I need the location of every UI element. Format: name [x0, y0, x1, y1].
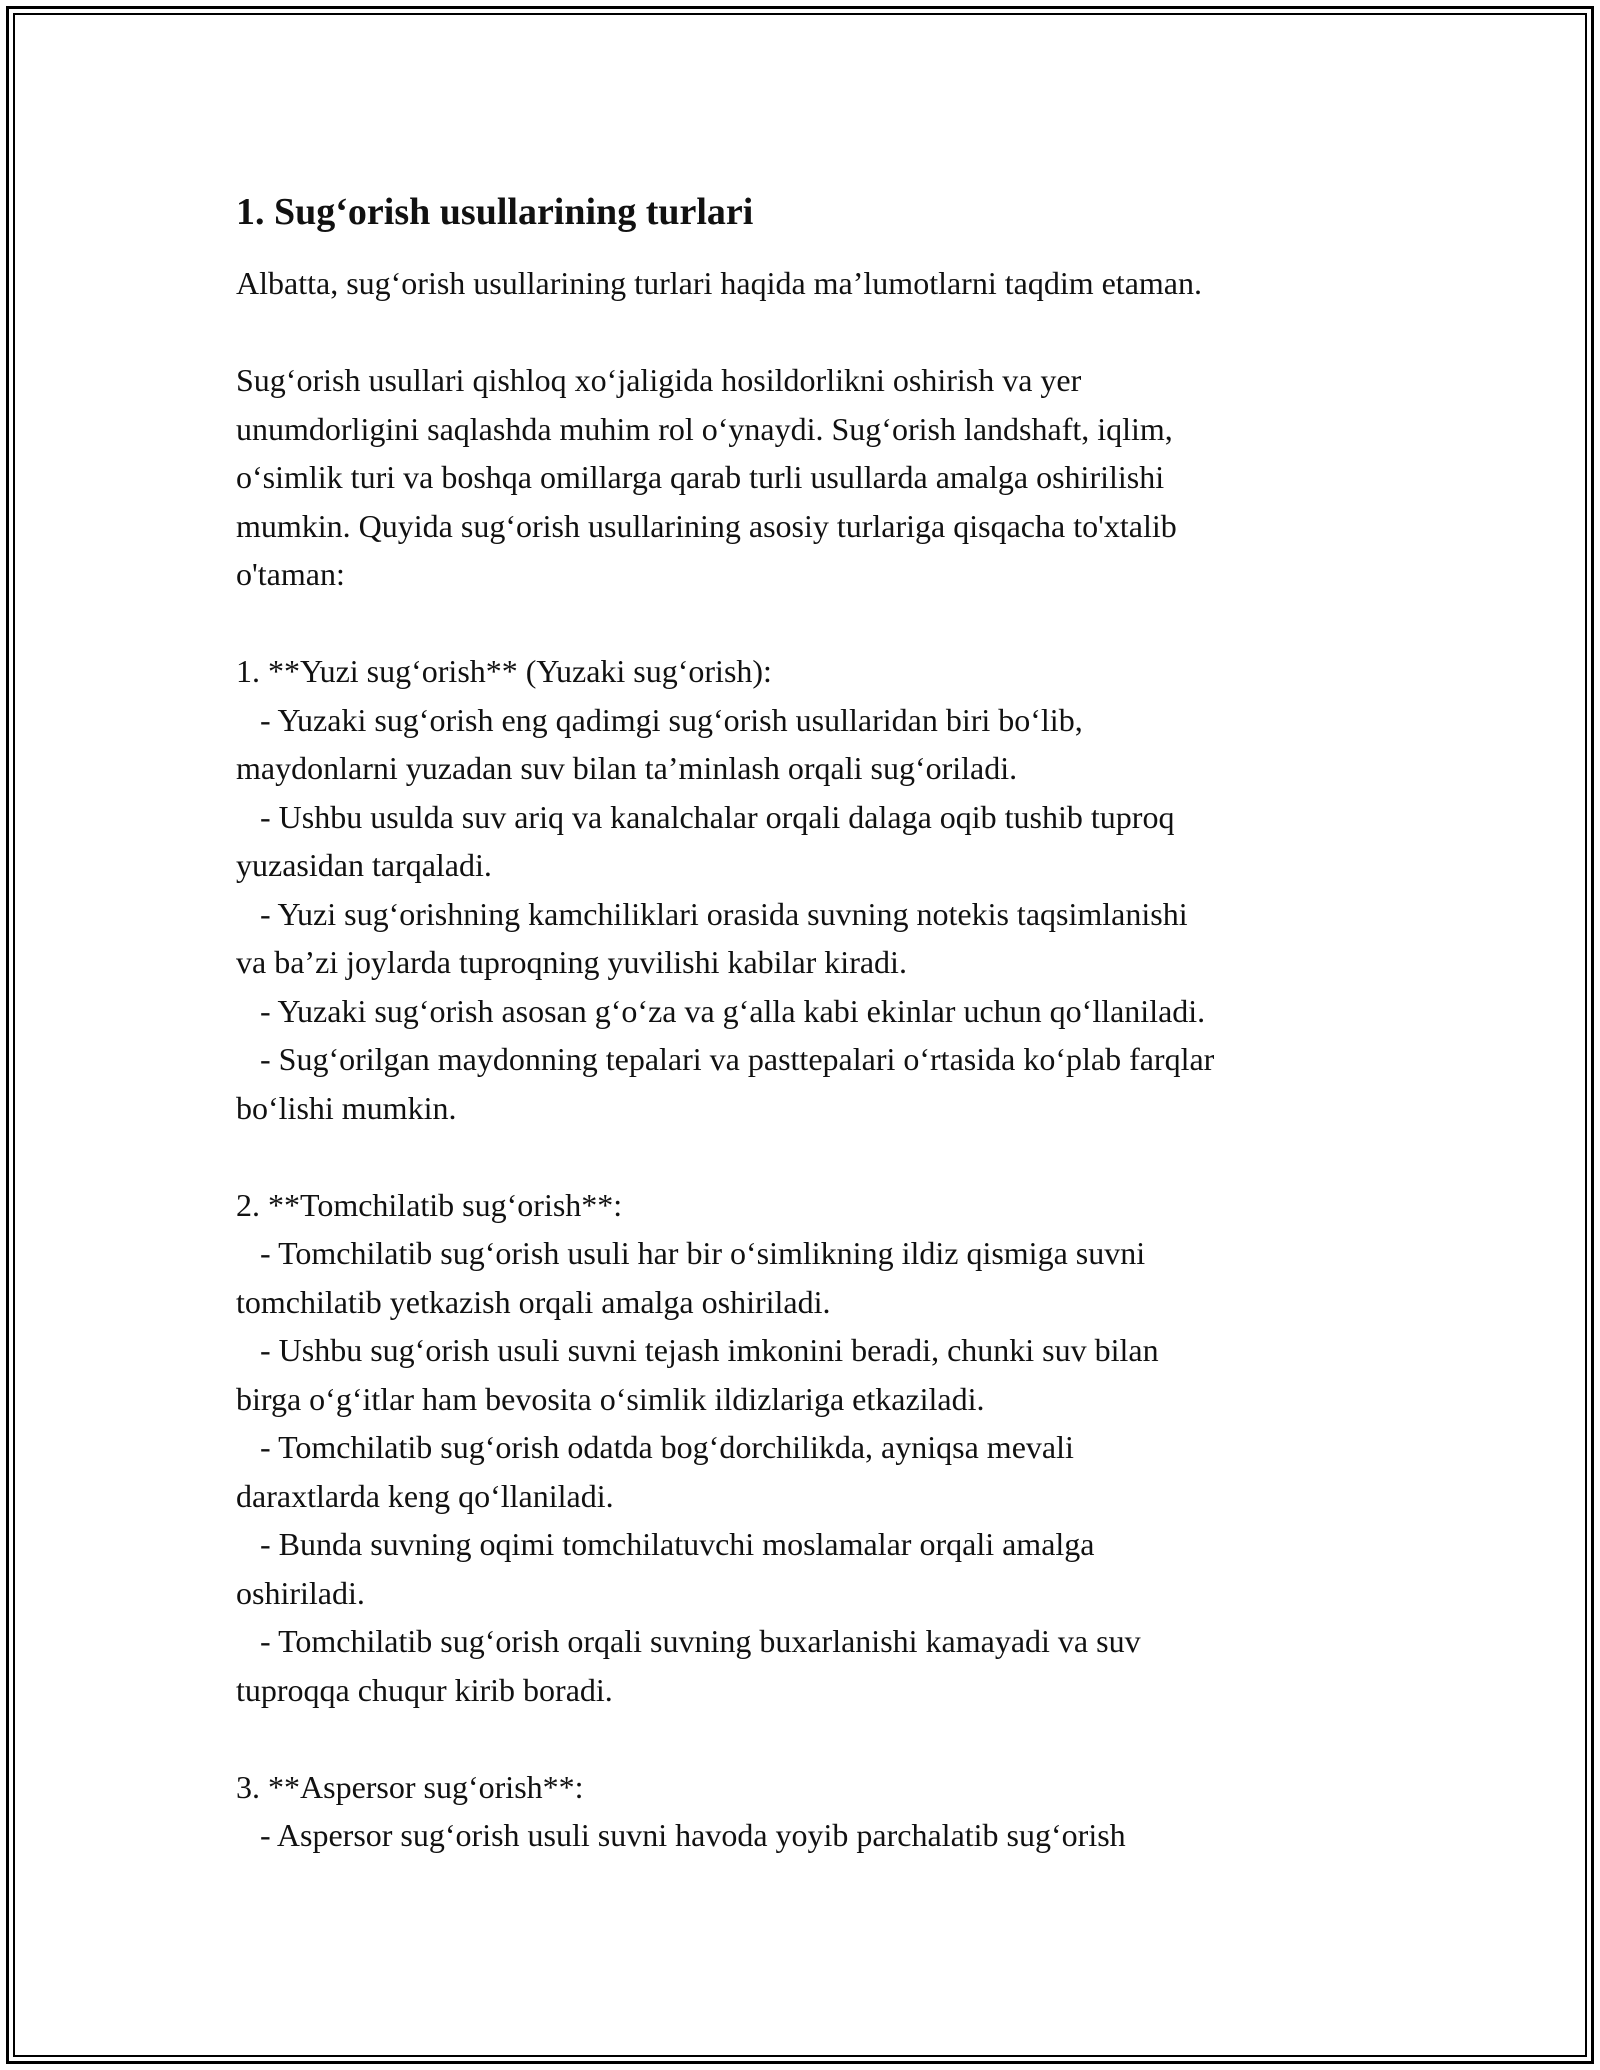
text-line: oshiriladi. — [236, 1574, 365, 1611]
text-line: Sug‘orish usullari qishloq xo‘jaligida hosildorlikni oshirish va yer — [236, 362, 1082, 398]
text-line: - Ushbu usulda suv ariq va kanalchalar orqali dalaga oqib tushib tuproq — [236, 798, 1175, 835]
text-line: 1. **Yuzi sug‘orish** (Yuzaki sug‘orish): — [236, 653, 772, 689]
text-line: yuzasidan tarqaladi. — [236, 847, 492, 883]
text-line: birga o‘g‘itlar ham bevosita o‘simlik ildizlariga etkaziladi. — [236, 1380, 985, 1417]
text-line — [236, 1714, 1376, 1763]
text-line: 2. **Tomchilatib sug‘orish**: — [236, 1186, 623, 1223]
text-line: 3. **Aspersor sug‘orish**: — [236, 1768, 584, 1805]
text-line: - Yuzi sug‘orishning kamchiliklari orasida suvning notekis taqsimlanishi — [236, 895, 1188, 932]
text-line: - Sug‘orilgan maydonning tepalari va pasttepalari o‘rtasida ko‘plab farqlar — [236, 1041, 1215, 1077]
text-line: o‘simlik turi va boshqa omillarga qarab turli usullarda amalga oshirilishi — [236, 459, 1165, 495]
text-line: - Yuzaki sug‘orish eng qadimgi sug‘orish usullaridan biri bo‘lib, — [236, 701, 1083, 738]
text-line: - Yuzaki sug‘orish asosan g‘o‘za va g‘alla kabi ekinlar uchun qo‘llaniladi. — [236, 992, 1206, 1029]
text-line: daraxtlarda keng qo‘llaniladi. — [236, 1477, 614, 1514]
text-line: - Ushbu sug‘orish usuli suvni tejash imkonini beradi, chunki suv bilan — [236, 1332, 1159, 1368]
text-line: - Tomchilatib sug‘orish usuli har bir o‘simlikning ildiz qismiga suvni — [236, 1235, 1146, 1271]
text-line: - Bunda suvning oqimi tomchilatuvchi moslamalar orqali amalga — [236, 1526, 1095, 1562]
document-text — [236, 259, 1376, 1860]
text-line: - Aspersor sug‘orish usuli suvni havoda yoyib parchalatib sug‘orish — [236, 1817, 1126, 1853]
document-heading: 1. Sug‘orish usullarining turlari — [236, 191, 754, 233]
text-line: mumkin. Quyida sug‘orish usullarining asosiy turlariga qisqacha to'xtalib — [236, 507, 1177, 544]
text-line — [236, 308, 1376, 357]
text-line: unumdorligini saqlashda muhim rol o‘ynaydi. Sug‘orish landshaft, iqlim, — [236, 410, 1173, 447]
document-body — [236, 185, 1376, 1860]
text-line: va ba’zi joylarda tuproqning yuvilishi kabilar kiradi. — [236, 944, 907, 980]
text-line: tomchilatib yetkazish orqali amalga oshiriladi. — [236, 1283, 831, 1320]
text-line — [236, 1132, 1376, 1181]
text-line: o'taman: — [236, 556, 345, 592]
text-line: - Tomchilatib sug‘orish odatda bog‘dorchilikda, ayniqsa mevali — [236, 1429, 1074, 1465]
text-line: bo‘lishi mumkin. — [236, 1089, 457, 1126]
text-line: tuproqqa chuqur kirib boradi. — [236, 1671, 613, 1708]
text-line: Albatta, sug‘orish usullarining turlari haqida ma’lumotlarni taqdim etaman. — [236, 265, 1202, 301]
text-line — [236, 599, 1376, 648]
text-line: maydonlarni yuzadan suv bilan ta’minlash orqali sug‘oriladi. — [236, 750, 1018, 786]
text-line: - Tomchilatib sug‘orish orqali suvning buxarlanishi kamayadi va suv — [236, 1623, 1141, 1659]
